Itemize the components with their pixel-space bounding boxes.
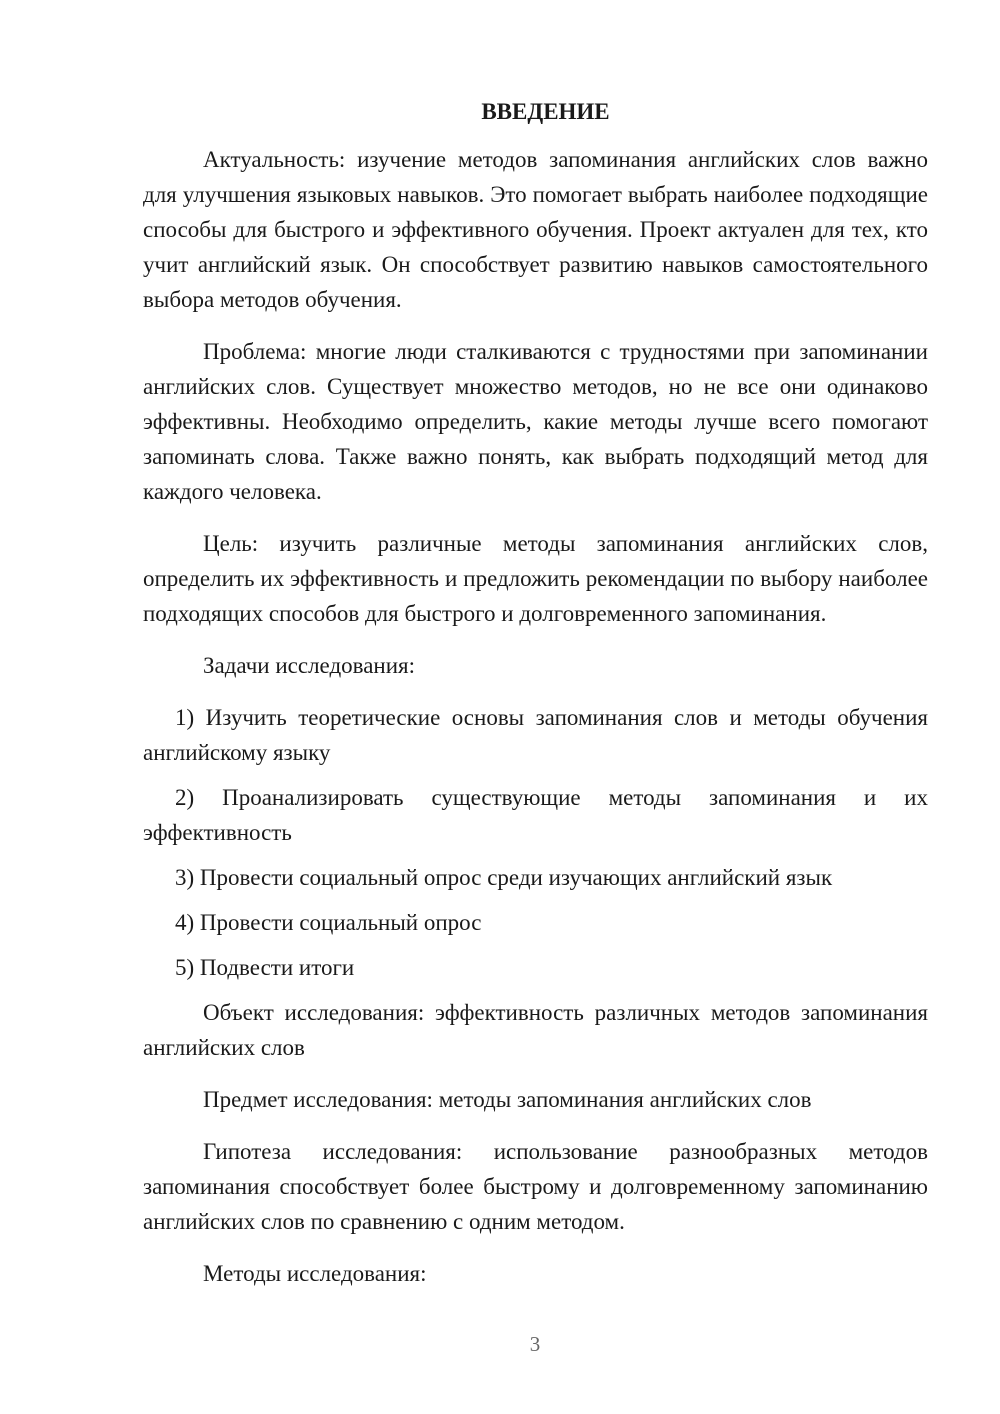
task-item-1: 1) Изучить теоретические основы запоминания слов и методы обучения английскому языку (143, 705, 928, 765)
tasks-heading: Задачи исследования: (203, 653, 416, 678)
task-item-3: 3) Провести социальный опрос среди изучающих английский язык (175, 865, 833, 890)
task-item-2: 2) Проанализировать существующие методы запоминания и их эффективность (143, 785, 928, 845)
hypothesis-paragraph: Гипотеза исследования: использование разнообразных методов запоминания способствует более быстрому и долговременному запоминанию английских слов по сравнению с одним методом. (143, 1139, 928, 1234)
task-item-4: 4) Провести социальный опрос (175, 910, 482, 935)
relevance-paragraph: Актуальность: изучение методов запоминания английских слов важно для улучшения языковых навыков. Это помогает выбрать наиболее подходящие способы для быстрого и эффективного обучения. Проект актуален для тех, кто учит английский язык. Он способствует развитию навыков самостоятельного выбора методов обучения. (143, 147, 928, 312)
subject-paragraph: Предмет исследования: методы запоминания английских слов (203, 1087, 812, 1112)
methods-heading: Методы исследования: (203, 1261, 427, 1286)
problem-paragraph: Проблема: многие люди сталкиваются с трудностями при запоминании английских слов. Существует множество методов, но не все они одинаково эффективны. Необходимо определить, какие методы лучше всего помогают запоминать слова. Также важно понять, как выбрать подходящий метод для каждого человека. (143, 339, 928, 504)
page-content (143, 92, 928, 1308)
page-number: 3 (529, 1332, 541, 1356)
goal-paragraph: Цель: изучить различные методы запоминания английских слов, определить их эффективность и предложить рекомендации по выбору наиболее подходящих способов для быстрого и долговременного запоминания. (143, 531, 928, 626)
object-paragraph: Объект исследования: эффективность различных методов запоминания английских слов (143, 1000, 928, 1060)
task-item-5: 5) Подвести итоги (175, 955, 355, 980)
section-title: ВВЕДЕНИЕ (481, 99, 610, 124)
